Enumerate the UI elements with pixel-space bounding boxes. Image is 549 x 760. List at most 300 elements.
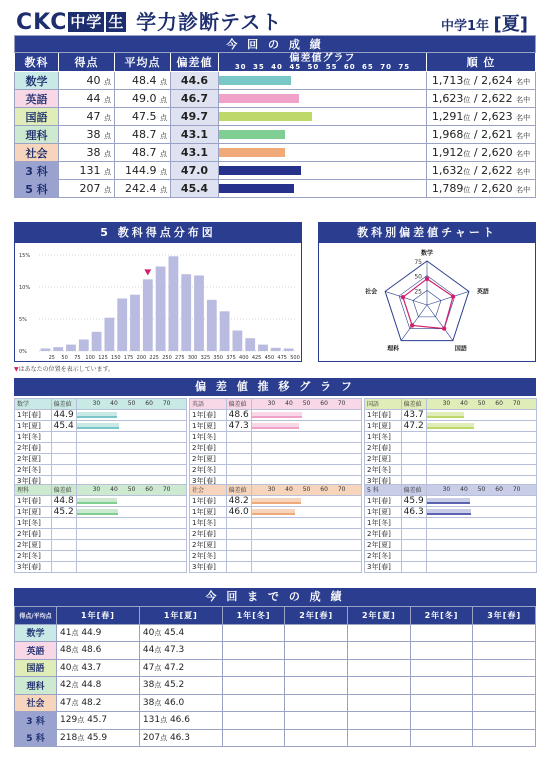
trend-row: 1年[夏] 46.0 [190,506,362,517]
distribution-bar [79,339,89,351]
score-row [15,72,536,90]
subject-label: 国語 [15,659,57,677]
x-tick-label: 375 [226,355,236,361]
trend-value [226,539,251,550]
history-cell-empty [473,712,536,730]
trend-row: 1年[冬] [190,517,362,528]
trend-bar [77,412,117,418]
trend-bar [77,423,119,429]
distribution-bar [181,274,191,351]
history-title: 今 回 ま で の 成 績 [14,588,536,606]
trend-bar [252,423,299,429]
brand-logo: CKC 中学 生 学力診断テスト [16,10,283,35]
trend-value: 45.2 [51,506,76,517]
subject-label: 数学 [15,624,57,642]
trend-bar [77,498,117,504]
trend-row: 2年[冬] [15,464,187,475]
y-tick-label: 15% [19,253,31,259]
subject-label: 国語 [15,108,59,126]
trend-row: 2年[夏] [190,453,362,464]
x-tick-label: 325 [200,355,211,361]
deviation-bar-cell [219,126,427,144]
radar-axis [401,305,427,341]
rank-value: 1,789位 / 2,620 名中 [427,180,536,198]
trend-value [51,453,76,464]
trend-row: 3年[春] [365,475,537,486]
average-value: 242.4 点 [115,180,171,198]
distribution-bar [92,332,102,351]
history-cell: 40点 43.7 [57,659,140,677]
distribution-bar [143,279,153,351]
history-cell-empty [473,659,536,677]
trend-value [401,550,426,561]
history-row [15,712,536,730]
deviation-bar-cell [219,90,427,108]
trend-row: 1年[冬] [15,517,187,528]
history-row [15,659,536,677]
x-tick-label: 300 [187,355,198,361]
subject-label: 理科 [15,677,57,695]
history-cell-empty [473,694,536,712]
history-cell: 40点 45.4 [139,624,222,642]
deviation-bar-cell [219,180,427,198]
radar-label: 社会 [365,288,378,296]
deviation-bar [219,130,285,139]
trend-value: 46.3 [401,506,426,517]
page-header [14,4,536,35]
subject-label: 社会 [15,144,59,162]
history-cell: 44点 47.3 [139,642,222,660]
history-cell: 41点 44.9 [57,624,140,642]
deviation-bar-cell [219,108,427,126]
trend-value: 43.7 [401,409,426,420]
position-marker [144,269,151,275]
radar-tick: 50 [414,273,422,281]
trend-value [401,517,426,528]
history-cell-empty [348,624,411,642]
history-cell-empty [473,677,536,695]
history-cell-empty [285,694,348,712]
history-cell-empty [348,712,411,730]
trend-row: 1年[春] 44.8 [15,495,187,506]
history-cell-empty [410,642,473,660]
trend-value [226,442,251,453]
radar-point [442,326,446,330]
distribution-bar [53,347,63,351]
history-row [15,642,536,660]
history-cell-empty [348,694,411,712]
deviation-bar-cell [219,72,427,90]
trend-bar [427,498,470,504]
score-row [15,162,536,180]
history-cell-empty [285,642,348,660]
trend-row: 2年[春] [365,528,537,539]
radar-point [401,295,405,299]
trend-row: 3年[春] [365,561,537,572]
history-cell-empty [222,624,285,642]
x-tick-label: 500 [290,355,300,361]
average-value: 48.7 点 [115,144,171,162]
trend-value: 48.6 [226,409,251,420]
distribution-title: 5 教科得点分布図 [15,223,301,243]
grade-label: 中学1年 [夏] [440,14,528,35]
trend-row: 2年[夏] [190,539,362,550]
y-tick-label: 10% [19,285,31,291]
trend-panel: 5 科 偏差値 30 40 50 60 70 1年[春] 45.9 1年[夏] 46.3 1年[冬] 2年[春] 2年[夏] 2年[冬] 3年[春] [364,484,537,573]
x-tick-label: 50 [61,355,68,361]
x-tick-label: 125 [98,355,108,361]
score-row [15,126,536,144]
trend-title: 偏 差 値 推 移 グ ラ フ [14,378,536,396]
history-table [14,606,536,747]
x-tick-label: 275 [175,355,185,361]
history-cell-empty [410,677,473,695]
radar-label: 理科 [387,345,400,353]
history-cell-empty [410,659,473,677]
x-tick-label: 150 [111,355,121,361]
trend-value [401,442,426,453]
history-cell: 38点 46.0 [139,694,222,712]
subject-label: 5 科 [15,729,57,747]
score-value: 38 点 [59,144,115,162]
x-tick-label: 450 [264,355,275,361]
trend-row: 2年[冬] [365,464,537,475]
distribution-bar [194,275,204,351]
radar-label: 数学 [420,250,434,257]
deviation-bar [219,94,299,103]
score-value: 131 点 [59,162,115,180]
trend-value [401,528,426,539]
history-cell: 207点 46.3 [139,729,222,747]
radar-point [410,323,414,327]
radar-tick: 25 [414,288,422,296]
trend-value [51,517,76,528]
trend-panel: 理科 偏差値 30 40 50 60 70 1年[春] 44.8 1年[夏] 45.2 1年[冬] 2年[春] 2年[夏] 2年[冬] 3年[春] [14,484,187,573]
average-value: 48.4 点 [115,72,171,90]
trend-value: 46.0 [226,506,251,517]
trend-value [51,464,76,475]
subject-label: 理科 [15,126,59,144]
trend-bar [252,498,301,504]
trend-value: 44.9 [51,409,76,420]
average-value: 47.5 点 [115,108,171,126]
radar-title: 教科別偏差値チャート [319,223,535,243]
score-row [15,90,536,108]
trend-value [51,561,76,572]
history-cell-empty [348,642,411,660]
distribution-bar [258,345,268,351]
deviation-bar [219,184,294,193]
history-cell: 47点 48.2 [57,694,140,712]
trend-value [226,550,251,561]
x-tick-label: 350 [213,355,223,361]
history-cell-empty [222,642,285,660]
history-cell-empty [410,729,473,747]
history-header-row: 得点/平均点 1年[春] 1年[夏] 1年[冬] 2年[春] 2年[夏] 2年[冬] 3年[春] [15,607,536,625]
trend-row: 1年[冬] [190,431,362,442]
distribution-bar [169,256,179,351]
radar-chart [318,222,536,362]
average-value: 49.0 点 [115,90,171,108]
trend-panel: 数学 偏差値 30 40 50 60 70 1年[春] 44.9 1年[夏] 45.4 1年[冬] 2年[春] 2年[夏] 2年[冬] 3年[春] [14,398,187,487]
trend-value [226,464,251,475]
trend-value: 47.3 [226,420,251,431]
trend-value: 48.2 [226,495,251,506]
score-value: 44 点 [59,90,115,108]
score-row [15,108,536,126]
distribution-bar [284,348,294,351]
trend-row: 1年[春] 43.7 [365,409,537,420]
history-cell-empty [222,729,285,747]
history-cell: 42点 44.8 [57,677,140,695]
history-row [15,729,536,747]
rank-value: 1,632位 / 2,622 名中 [427,162,536,180]
radar-point [451,294,455,298]
subject-label: 3 科 [15,162,59,180]
trend-row: 2年[夏] [365,539,537,550]
trend-row: 2年[冬] [15,550,187,561]
deviation-value: 44.6 [171,72,219,90]
subject-label: 英語 [15,90,59,108]
history-cell-empty [222,659,285,677]
score-row [15,180,536,198]
history-cell-empty [410,712,473,730]
trend-row: 2年[春] [365,442,537,453]
history-cell-empty [285,729,348,747]
history-cell-empty [285,677,348,695]
distribution-bar [271,348,281,351]
trend-value [401,539,426,550]
subject-label: 英語 [15,642,57,660]
history-cell-empty [222,712,285,730]
distribution-bar [220,311,230,351]
trend-panel: 社会 偏差値 30 40 50 60 70 1年[春] 48.2 1年[夏] 46.0 1年[冬] 2年[春] 2年[夏] 2年[冬] 3年[春] [189,484,362,573]
trend-value [401,464,426,475]
y-tick-label: 0% [19,349,27,355]
score-value: 47 点 [59,108,115,126]
trend-value: 45.4 [51,420,76,431]
score-header-row: 教科 得点 平均点 偏差値 偏差値グラフ 30 35 40 45 50 55 60 65 70 75 順 位 [15,53,536,72]
distribution-bar [245,338,255,351]
marker-note: ▼はあなたの位置を表示しています。 [14,366,115,373]
subject-label: 5 科 [15,180,59,198]
distribution-bar [41,348,51,351]
trend-row: 1年[冬] [365,517,537,528]
trend-bar [77,509,118,515]
score-section-title: 今 回 の 成 績 [15,36,536,53]
trend-row: 2年[夏] [365,453,537,464]
trend-value: 44.8 [51,495,76,506]
x-tick-label: 25 [48,355,55,361]
x-tick-label: 425 [251,355,262,361]
trend-row: 3年[春] [15,561,187,572]
brand-box-2: 生 [108,13,125,31]
trend-row: 2年[春] [15,528,187,539]
trend-value [226,528,251,539]
rank-value: 1,968位 / 2,621 名中 [427,126,536,144]
deviation-bar-cell [219,162,427,180]
average-value: 48.7 点 [115,126,171,144]
trend-row: 1年[夏] 46.3 [365,506,537,517]
history-cell-empty [285,624,348,642]
history-cell: 48点 48.6 [57,642,140,660]
subject-label: 社会 [15,694,57,712]
distribution-bar [117,299,127,351]
deviation-bar [219,112,312,121]
trend-row: 2年[夏] [15,539,187,550]
trend-bar [427,423,473,429]
history-row [15,677,536,695]
x-tick-label: 400 [239,355,249,361]
trend-section [14,378,536,586]
trend-row: 1年[夏] 47.2 [365,420,537,431]
history-cell: 47点 47.2 [139,659,222,677]
dev-scale: 30 35 40 45 50 55 60 65 70 75 [234,63,411,71]
trend-row: 2年[冬] [190,464,362,475]
deviation-bar [219,148,285,157]
rank-value: 1,713位 / 2,624 名中 [427,72,536,90]
deviation-value: 49.7 [171,108,219,126]
deviation-bar [219,76,291,85]
x-tick-label: 75 [74,355,81,361]
distribution-bar [233,331,243,351]
page-title: 学力診断テスト [136,10,283,34]
score-row [15,144,536,162]
score-value: 40 点 [59,72,115,90]
trend-value [51,550,76,561]
x-tick-label: 100 [85,355,95,361]
deviation-value: 47.0 [171,162,219,180]
history-cell: 129点 45.7 [57,712,140,730]
trend-bar [427,412,464,418]
trend-value: 45.9 [401,495,426,506]
deviation-value: 43.1 [171,126,219,144]
trend-row: 2年[春] [190,528,362,539]
distribution-bar [105,318,115,351]
trend-row: 3年[春] [15,475,187,486]
trend-value: 47.2 [401,420,426,431]
trend-value [226,517,251,528]
deviation-bar [219,166,301,175]
trend-value [226,431,251,442]
rank-value: 1,623位 / 2,622 名中 [427,90,536,108]
trend-panel: 英語 偏差値 30 40 50 60 70 1年[春] 48.6 1年[夏] 47.3 1年[冬] 2年[春] 2年[夏] 2年[冬] 3年[春] [189,398,362,487]
history-cell-empty [410,694,473,712]
history-cell-empty [285,712,348,730]
distribution-chart [14,222,302,362]
trend-row: 1年[夏] 45.4 [15,420,187,431]
trend-row: 1年[春] 48.2 [190,495,362,506]
history-row [15,694,536,712]
trend-row: 3年[春] [190,475,362,486]
trend-value [401,561,426,572]
history-cell: 131点 46.6 [139,712,222,730]
history-cell-empty [348,677,411,695]
radar-tick: 75 [414,259,422,266]
history-cell: 38点 45.2 [139,677,222,695]
history-cell-empty [348,659,411,677]
trend-value [401,453,426,464]
brand-box-1: 中学 [70,13,103,31]
radar-series [403,279,453,329]
deviation-value: 45.4 [171,180,219,198]
trend-row: 2年[夏] [15,453,187,464]
x-tick-label: 200 [136,355,147,361]
trend-row: 1年[春] 44.9 [15,409,187,420]
history-cell-empty [285,659,348,677]
x-tick-label: 175 [123,355,134,361]
history-cell: 218点 45.9 [57,729,140,747]
trend-row: 3年[春] [190,561,362,572]
trend-row: 1年[夏] 47.3 [190,420,362,431]
history-row [15,624,536,642]
history-cell-empty [410,624,473,642]
trend-row: 1年[冬] [365,431,537,442]
deviation-bar-cell [219,144,427,162]
distribution-bar [207,300,217,351]
trend-row: 1年[夏] 45.2 [15,506,187,517]
score-value: 207 点 [59,180,115,198]
history-cell-empty [473,729,536,747]
average-value: 144.9 点 [115,162,171,180]
radar-label: 英語 [476,288,489,296]
trend-value [51,442,76,453]
x-tick-label: 475 [277,355,287,361]
trend-value [226,453,251,464]
deviation-value: 46.7 [171,90,219,108]
rank-value: 1,912位 / 2,620 名中 [427,144,536,162]
distribution-plot [15,243,301,361]
distribution-bar [130,295,140,351]
trend-bar [252,412,302,418]
trend-row: 2年[冬] [190,550,362,561]
subject-label: 3 科 [15,712,57,730]
history-cell-empty [348,729,411,747]
trend-value [51,528,76,539]
trend-bar [252,509,295,515]
deviation-value: 43.1 [171,144,219,162]
trend-row: 1年[春] 45.9 [365,495,537,506]
trend-row: 1年[春] 48.6 [190,409,362,420]
radar-label: 国語 [454,345,467,353]
trend-value [401,431,426,442]
history-cell-empty [473,642,536,660]
history-cell-empty [222,694,285,712]
score-table [14,35,536,198]
rank-value: 1,291位 / 2,623 名中 [427,108,536,126]
radar-point [425,277,429,281]
trend-row: 1年[冬] [15,431,187,442]
distribution-bar [66,345,76,351]
trend-row: 2年[春] [15,442,187,453]
subject-label: 数学 [15,72,59,90]
trend-value [51,431,76,442]
trend-value [51,539,76,550]
x-tick-label: 250 [162,355,172,361]
history-cell-empty [222,677,285,695]
trend-panel: 国語 偏差値 30 40 50 60 70 1年[春] 43.7 1年[夏] 47.2 1年[冬] 2年[春] 2年[夏] 2年[冬] 3年[春] [364,398,537,487]
trend-row: 2年[春] [190,442,362,453]
radar-plot [319,243,535,361]
history-section [14,588,536,747]
x-tick-label: 225 [149,355,159,361]
distribution-bar [156,267,166,351]
trend-bar [427,509,471,515]
score-value: 38 点 [59,126,115,144]
y-tick-label: 5% [19,317,27,323]
trend-row: 2年[冬] [365,550,537,561]
history-cell-empty [473,624,536,642]
